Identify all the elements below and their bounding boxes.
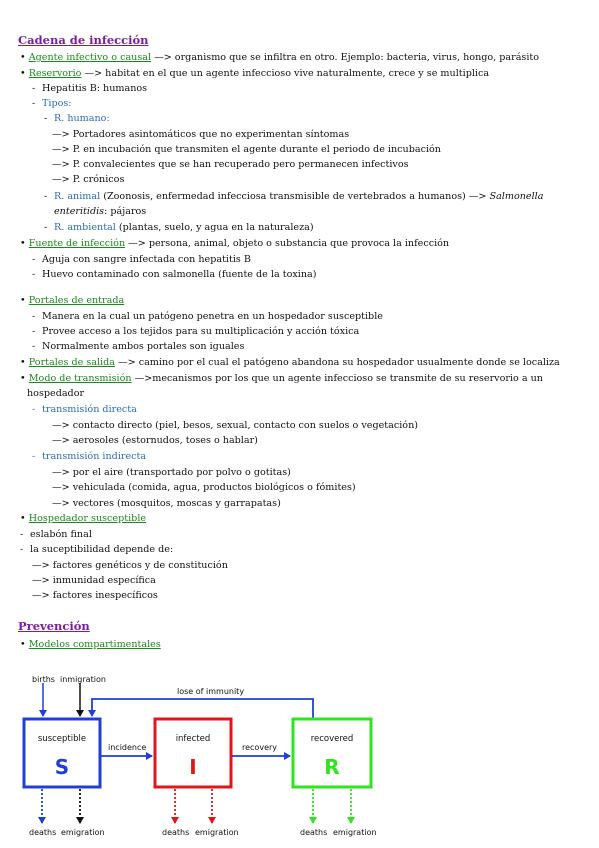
- portals-entry-item-text: Provee acceso a los tejidos para su multiplicación y acción tóxica: [42, 326, 360, 337]
- r-emigration-label: emigration: [333, 828, 377, 837]
- dash: ‐: [32, 254, 36, 265]
- dash: ‐: [32, 311, 36, 322]
- portals-entry-item-text: Manera en la cual un patógeno penetra en un hospedador susceptible: [42, 311, 383, 322]
- animal-label: R. animal: [54, 191, 101, 202]
- infected-label: infected: [175, 734, 211, 744]
- arrow: —>: [52, 159, 70, 170]
- portals-entry-item: [32, 310, 383, 323]
- dash: ‐: [44, 113, 48, 124]
- infected-letter: I: [189, 755, 197, 779]
- bullet: •: [20, 295, 26, 306]
- source-line: [20, 237, 449, 250]
- host-factor-text: factores inespecíficos: [52, 590, 158, 601]
- dash: ‐: [20, 529, 24, 540]
- indirect-item-text: vectores (mosquitos, moscas y garrapatas): [72, 498, 281, 509]
- hepatitis-text: Hepatitis B: humanos: [42, 83, 148, 94]
- source-item: [32, 268, 317, 281]
- susceptible-label: susceptible: [37, 734, 87, 744]
- arrow: —>: [52, 482, 70, 493]
- direct-item-text: aerosoles (estornudos, toses o hablar): [72, 435, 258, 446]
- direct-label: transmisión directa: [42, 404, 137, 415]
- dash: ‐: [32, 326, 36, 337]
- source-link[interactable]: Fuente de infección: [28, 238, 126, 249]
- recovered-label: recovered: [310, 734, 354, 744]
- source-item: [32, 253, 251, 266]
- susceptible-letter: S: [54, 755, 70, 779]
- bullet: •: [20, 68, 26, 79]
- reservoir-link[interactable]: Reservorio: [28, 68, 82, 79]
- bullet: •: [20, 373, 26, 384]
- types-label: Tipos:: [42, 98, 72, 109]
- host-item: [20, 528, 92, 541]
- indirect-item-text: por el aire (transportado por polvo o gotitas): [72, 467, 291, 478]
- arrow: —>: [32, 590, 50, 601]
- transmission-line-2: hospedador: [27, 388, 85, 399]
- immigration-in-label: inmigration: [60, 675, 106, 684]
- arrow: —>: [52, 420, 70, 431]
- dash: ‐: [32, 451, 36, 462]
- arrow: —>: [52, 435, 70, 446]
- direct-item-text: contacto directo (piel, besos, sexual, contacto con suelos o vegetación): [72, 420, 418, 431]
- animal-species-2: enteritidis: [54, 206, 105, 217]
- portals-entry-link[interactable]: Portales de entrada: [28, 295, 125, 306]
- agent-link[interactable]: Agente infectivo o causal: [28, 52, 152, 63]
- hepatitis-line: [32, 82, 147, 95]
- portals-exit-line: [20, 356, 560, 369]
- human-item: [52, 158, 409, 171]
- host-factor-text: inmunidad específica: [52, 575, 156, 586]
- environment-line: [44, 221, 314, 234]
- dash: ‐: [32, 269, 36, 280]
- arrow: —>: [52, 144, 70, 155]
- portals-entry-item-text: Normalmente ambos portales son iguales: [42, 341, 245, 352]
- section-title-chain: Cadena de infección: [18, 33, 149, 47]
- human-item-text: Portadores asintomáticos que no experimentan síntomas: [72, 129, 350, 140]
- portals-entry-item: [32, 340, 244, 353]
- animal-species-1: Salmonella: [489, 191, 544, 202]
- animal-host: : pájaros: [104, 206, 147, 217]
- portals-exit-link[interactable]: Portales de salida: [28, 357, 115, 368]
- host-item-text: eslabón final: [30, 529, 92, 540]
- portals-exit-text: —> camino por el cual el patógeno abandona su hospedador usualmente donde se localiza: [114, 357, 560, 368]
- agent-line: [20, 51, 539, 64]
- dash: ‐: [44, 191, 48, 202]
- host-factor: [32, 574, 156, 587]
- host-line: [20, 512, 146, 525]
- direct-line: [32, 403, 137, 416]
- indirect-item: [52, 466, 291, 479]
- arrow: —>: [52, 467, 70, 478]
- bullet: •: [20, 238, 26, 249]
- section-title-prevention: Prevención: [18, 619, 90, 633]
- host-factor: [32, 589, 158, 602]
- recovery-label: recovery: [242, 743, 278, 752]
- models-link[interactable]: Modelos compartimentales: [28, 639, 161, 650]
- host-link[interactable]: Hospedador susceptible: [28, 513, 147, 524]
- births-label: births: [32, 675, 55, 684]
- indirect-item: [52, 497, 281, 510]
- indirect-line: [32, 450, 146, 463]
- i-emigration-label: emigration: [195, 828, 239, 837]
- bullet: •: [20, 639, 26, 650]
- arrow: —>: [52, 498, 70, 509]
- source-text: —> persona, animal, objeto o substancia que provoca la infección: [125, 238, 450, 249]
- portals-entry-line: [20, 294, 124, 307]
- lose-immunity-arrow: [92, 699, 313, 718]
- s-emigration-label: emigration: [61, 828, 105, 837]
- dash: ‐: [20, 544, 24, 555]
- environment-label: R. ambiental: [54, 222, 116, 233]
- human-item: [52, 173, 124, 186]
- transmission-line: [20, 372, 543, 385]
- arrow: —>: [52, 129, 70, 140]
- animal-text: (Zoonosis, enfermedad infecciosa transmisible de vertebrados a humanos) —>: [100, 191, 490, 202]
- host-item: [20, 543, 173, 556]
- indirect-item-text: vehiculada (comida, agua, productos biológicos o fómites): [72, 482, 356, 493]
- bullet: •: [20, 52, 26, 63]
- portals-entry-item: [32, 325, 359, 338]
- s-deaths-label: deaths: [29, 828, 57, 837]
- arrow: —>: [32, 560, 50, 571]
- dash: ‐: [44, 222, 48, 233]
- human-label: R. humano:: [54, 113, 110, 124]
- bullet: •: [20, 513, 26, 524]
- dash: ‐: [32, 404, 36, 415]
- i-deaths-label: deaths: [162, 828, 190, 837]
- reservoir-line: [20, 67, 489, 80]
- sir-diagram: [0, 658, 599, 848]
- types-line: [32, 97, 72, 110]
- agent-text: —> organismo que se infiltra en otro. Ejemplo: bacteria, virus, hongo, parásito: [151, 52, 540, 63]
- arrow: —>: [52, 174, 70, 185]
- source-item-text: Aguja con sangre infectada con hepatitis B: [42, 254, 251, 265]
- host-factor: [32, 559, 228, 572]
- animal-line-2: [54, 205, 146, 218]
- host-factor-text: factores genéticos y de constitución: [52, 560, 228, 571]
- dash: ‐: [32, 98, 36, 109]
- human-line: [44, 112, 110, 125]
- lose-immunity-label: lose of immunity: [177, 687, 245, 696]
- models-line: [20, 638, 161, 651]
- recovered-letter: R: [324, 755, 340, 779]
- human-item-text: P. convalecientes que se han recuperado pero permanecen infectivos: [72, 159, 409, 170]
- source-item-text: Huevo contaminado con salmonella (fuente de la toxina): [42, 269, 317, 280]
- indirect-label: transmisión indirecta: [42, 451, 147, 462]
- direct-item: [52, 419, 418, 432]
- dash: ‐: [32, 341, 36, 352]
- human-item: [52, 143, 441, 156]
- dash: ‐: [32, 83, 36, 94]
- human-item: [52, 128, 349, 141]
- human-item-text: P. crónicos: [72, 174, 125, 185]
- incidence-label: incidence: [108, 743, 147, 752]
- transmission-text: —>mecanismos por los que un agente infeccioso se transmite de su reservorio a un: [131, 373, 543, 384]
- indirect-item: [52, 481, 356, 494]
- reservoir-text: —> habitat en el que un agente infeccioso vive naturalmente, crece y se multiplica: [81, 68, 490, 79]
- r-deaths-label: deaths: [300, 828, 328, 837]
- animal-line: [44, 190, 543, 203]
- host-item-text: la suceptibilidad depende de:: [30, 544, 174, 555]
- direct-item: [52, 434, 258, 447]
- environment-text: (plantas, suelo, y agua en la naturaleza): [115, 222, 314, 233]
- bullet: •: [20, 357, 26, 368]
- arrow: —>: [32, 575, 50, 586]
- human-item-text: P. en incubación que transmiten el agente durante el periodo de incubación: [72, 144, 441, 155]
- transmission-link[interactable]: Modo de transmisión: [28, 373, 132, 384]
